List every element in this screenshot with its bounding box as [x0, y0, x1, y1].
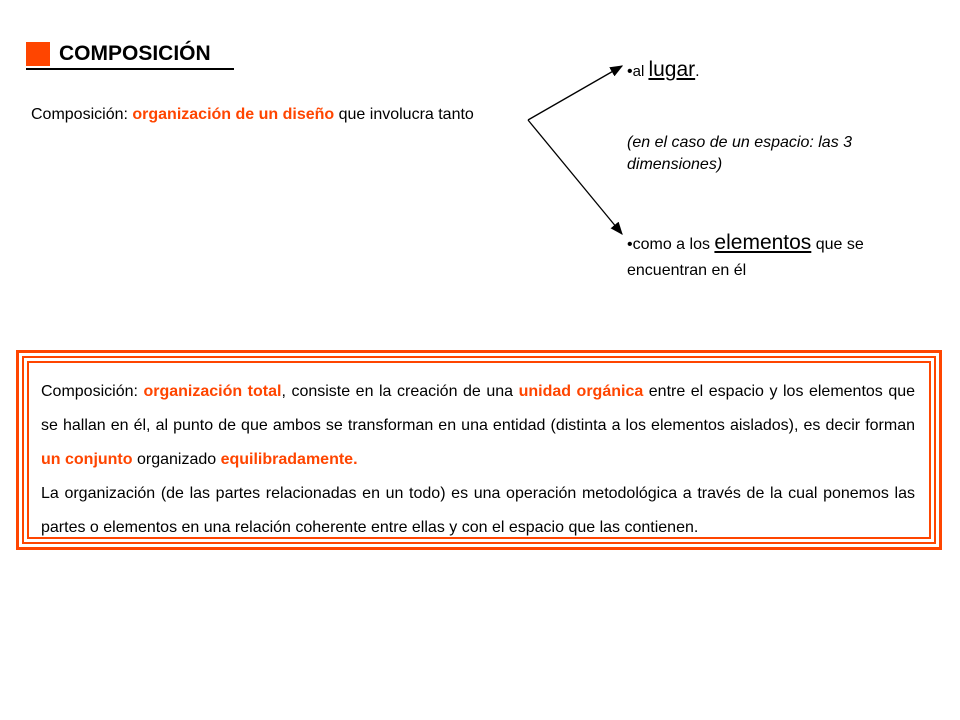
highlight-equilibradamente: equilibradamente. [220, 451, 358, 468]
text-run: , consiste en la creación de una [281, 383, 519, 400]
definition-text [41, 375, 915, 545]
branch-prefix: como a los [632, 236, 715, 253]
highlight-organizacion-total: organización total [143, 383, 282, 400]
definition-paragraph-1 [41, 375, 915, 477]
arrow-to-lugar [528, 66, 622, 120]
branch-prefix: al [632, 63, 649, 80]
definition-paragraph-2: La organización (de las partes relacionadas en un todo) es una operación metodológica a través de la cual ponemos las partes o elementos en una relación coherente entre ellas y con el espacio que las contienen. [41, 485, 915, 536]
branch-item-lugar [627, 58, 700, 82]
text-run: Composición: [41, 383, 144, 400]
intro-highlight: organización de un diseño [132, 106, 335, 123]
keyword-lugar: lugar [648, 58, 696, 81]
branch-suffix: . [695, 63, 700, 80]
arrow-to-elementos [528, 120, 622, 234]
text-run: organizado [132, 451, 221, 468]
definition-box [16, 350, 942, 550]
keyword-elementos: elementos [714, 231, 812, 254]
intro-rest: que involucra tanto [334, 106, 474, 123]
branch-item-elementos [627, 230, 927, 284]
page-title: COMPOSICIÓN [59, 42, 211, 65]
text-run: entre el espacio y los elementos que se hallan en él, al punto de que ambos se transforman en una entidad (distinta a los elementos aislados), es decir forman [41, 383, 916, 434]
highlight-unidad-organica: unidad orgánica [518, 383, 644, 400]
bullet-dot: • [627, 63, 633, 80]
highlight-un-conjunto: un conjunto [41, 451, 133, 468]
intro-label: Composición: [31, 106, 133, 123]
box-frame-middle [22, 356, 936, 544]
branch-suffix: que se encuentran en él [627, 236, 864, 279]
dimension-note: (en el caso de un espacio: las 3 dimensiones) [627, 134, 853, 173]
box-frame-inner [27, 361, 931, 539]
bullet-dot: • [627, 236, 633, 253]
